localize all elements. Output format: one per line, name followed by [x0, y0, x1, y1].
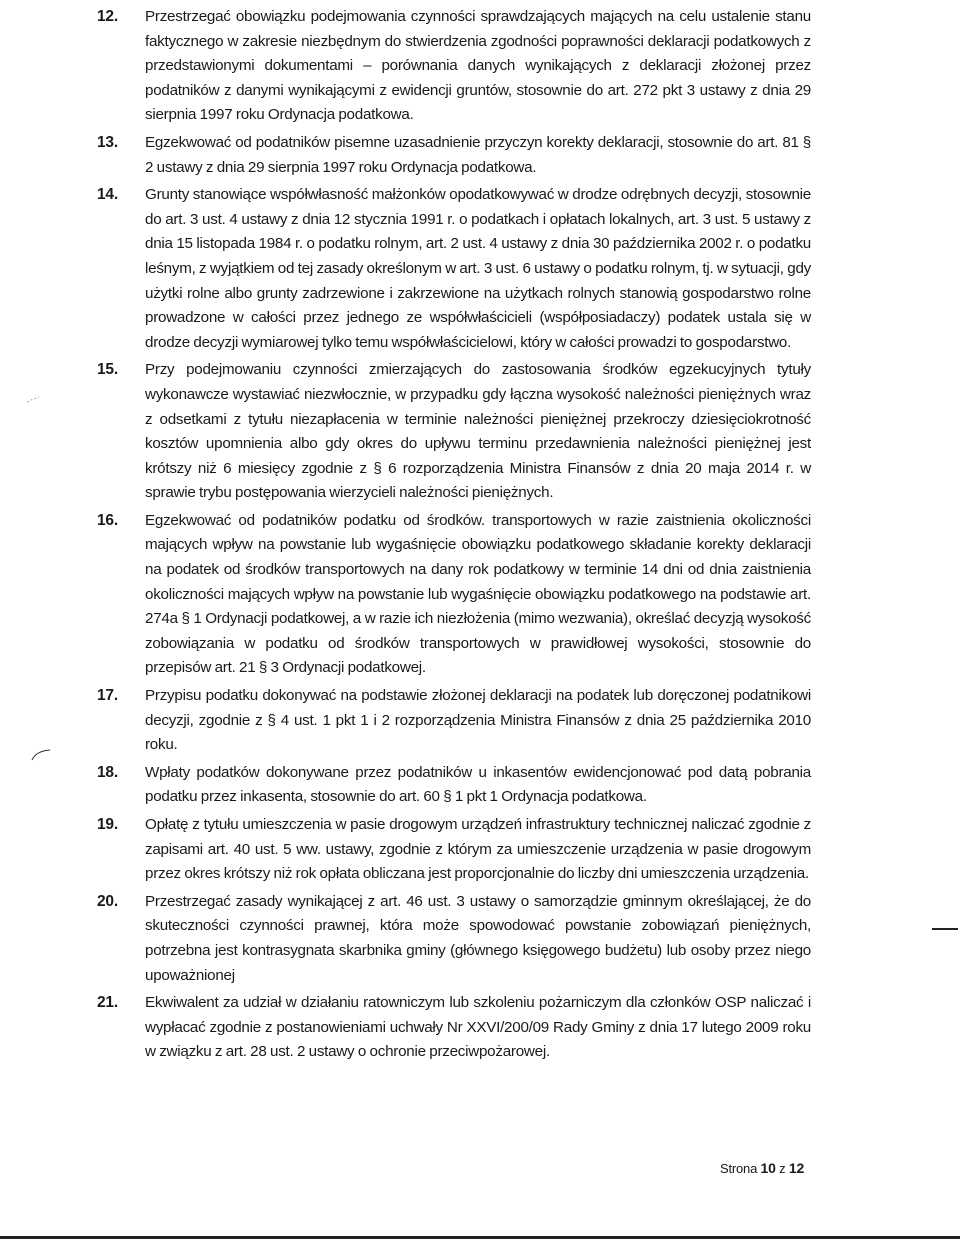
item-number: 16.: [97, 511, 118, 529]
item-number: 14.: [97, 186, 118, 204]
list-item: [97, 890, 811, 988]
item-number: 15.: [97, 361, 118, 379]
list-item: [97, 991, 811, 1065]
item-number: 17.: [97, 687, 118, 705]
list-item: [97, 5, 811, 128]
item-text: Grunty stanowiące współwłasność małżonków opodatkowywać w drodze odrębnych decyzji, stosownie do art. 3 ust. 4 ustawy z dnia 12 stycznia 1991 r. o podatkach i opłatach lokalnych, art. 3 ust. 5 ustawy z dnia 15 listopada 1984 r. o podatku rolnym, art. 2 ust. 4 ustawy z dnia 30 października 2002 r. o podatku leśnym, z wyjątkiem od tej zasady określonym w art. 3 ust. 6 ustawy o podatku rolnym, tj. w sytuacji, gdy użytki rolne albo grunty zadrzewione i zakrzewione na użytkach rolnych stanowią gospodarstwo rolne prowadzone w całości przez jednego ze współwłaścicieli (współposiadaczy) podatek ustala się w drodze decyzji wymiarowej tylko temu współwłaścicielowi, który w całości prowadzi to gospodarstwo.: [145, 186, 811, 351]
item-number: 20.: [97, 892, 118, 910]
item-number: 19.: [97, 816, 118, 833]
footer-page-number: 10: [760, 1160, 776, 1176]
list-item: [97, 684, 811, 758]
item-text: Przy podejmowaniu czynności zmierzających do zastosowania środków egzekucyjnych tytuły wykonawcze wystawiać niezwłocznie, w przypadku gdy łączna wysokość należności pieniężnych wraz z odsetkami z tytułu niezapłacenia w terminie należności pieniężnej przekroczy dziesięciokrotność kosztów upomnienia albo gdy okres do upływu terminu przedawnienia należności pieniężnej jest krótszy niż 6 miesięcy zgodnie z § 6 rozporządzenia Ministra Finansów z dnia 20 maja 2014 r. w sprawie trybu postępowania wierzycieli należności pieniężnych.: [145, 361, 811, 502]
item-text: Opłatę z tytułu umieszczenia w pasie drogowym urządzeń infrastruktury technicznej naliczać zgodnie z zapisami art. 40 ust. 5 ww. ustawy, zgodnie z którym za umieszczenie urządzenia w pasie drogowym przez okres krótszy niż rok opłata obliczana jest proporcjonalnie do liczby dni umieszczenia urządzenia.: [145, 816, 811, 883]
list-item: [97, 761, 811, 810]
item-text: Egzekwować od podatników pisemne uzasadnienie przyczyn korekty deklaracji, stosownie do art. 81 § 2 ustawy z dnia 29 sierpnia 1997 roku Ordynacja podatkowa.: [145, 133, 811, 176]
footer-total-pages: 12: [788, 1160, 805, 1176]
margin-scan-speck: [26, 394, 40, 404]
bottom-border: [0, 1236, 960, 1239]
item-text: Przestrzegać obowiązku podejmowania czynności sprawdzających mających na celu ustalenie stanu faktycznego w zakresie niezbędnym do stwierdzenia zgodności poprawności deklaracji podatkowych z przedstawionymi dokumentami – porównania danych wynikających z deklaracji złożonej przez podatników z danymi wynikającymi z ewidencji gruntów, stosownie do art. 272 pkt 3 ustawy z dnia 29 sierpnia 1997 roku Ordynacja podatkowa.: [145, 8, 811, 124]
page-footer: [720, 1160, 804, 1176]
item-text: Wpłaty podatków dokonywane przez podatników u inkasentów ewidencjonować pod datą pobrania podatku przez inkasenta, stosownie do art. 60 § 1 pkt 1 Ordynacja podatkowa.: [145, 763, 811, 806]
item-number: 13.: [97, 133, 118, 151]
item-number: 12.: [97, 8, 118, 25]
item-text: Przestrzegać zasady wynikającej z art. 46 ust. 3 ustawy o samorządzie gminnym określającej, że do skuteczności czynności prawnej, która może spowodować powstanie zobowiązań pieniężnych, potrzebna jest kontrasygnata skarbnika gminy (głównego księgowego budżetu) lub osoby przez niego upoważnionej: [145, 892, 811, 984]
list-item: [97, 131, 811, 180]
item-text: Przypisu podatku dokonywać na podstawie złożonej deklaracji na podatek lub doręczonej podatnikowi decyzji, zgodnie z § 4 ust. 1 pkt 1 i 2 rozporządzenia Ministra Finansów z dnia 25 października 2010 roku.: [145, 687, 811, 754]
provisions-list: [97, 5, 811, 1068]
list-item: [97, 509, 811, 681]
footer-label: Strona: [720, 1161, 758, 1176]
item-number: 18.: [97, 763, 118, 781]
list-item: [97, 183, 811, 355]
item-text: Ekwiwalent za udział w działaniu ratowniczym lub szkoleniu pożarniczym dla członków OSP naliczać i wypłacać zgodnie z postanowieniami uchwały Nr XXVI/200/09 Rady Gminy z dnia 17 lutego 2009 roku w związku z art. 28 ust. 2 ustawy o ochronie przeciwpożarowej.: [145, 994, 811, 1061]
footer-separator: z: [779, 1161, 786, 1176]
margin-dash: [932, 928, 958, 930]
item-text: Egzekwować od podatników podatku od środków. transportowych w razie zaistnienia okoliczności mających wpływ na powstanie lub wygaśnięcie obowiązku podatkowego składanie korekty deklaracji na podatek od środków transportowych na dany rok podatkowy w terminie 14 dni od dnia zaistnienia okoliczności mających wpływ na powstanie lub wygaśnięcie obowiązku podatkowego na podstawie art. 274a § 1 Ordynacji podatkowej, a w razie ich niezłożenia (mimo wezwania), określać decyzją wysokość zobowiązania w podatku od środków transportowych w prawidłowej wysokości, stosownie do przepisów art. 21 § 3 Ordynacji podatkowej.: [145, 511, 811, 677]
list-item: [97, 358, 811, 506]
list-item: [97, 813, 811, 887]
item-number: 21.: [97, 994, 118, 1012]
margin-pen-mark: [30, 748, 52, 762]
